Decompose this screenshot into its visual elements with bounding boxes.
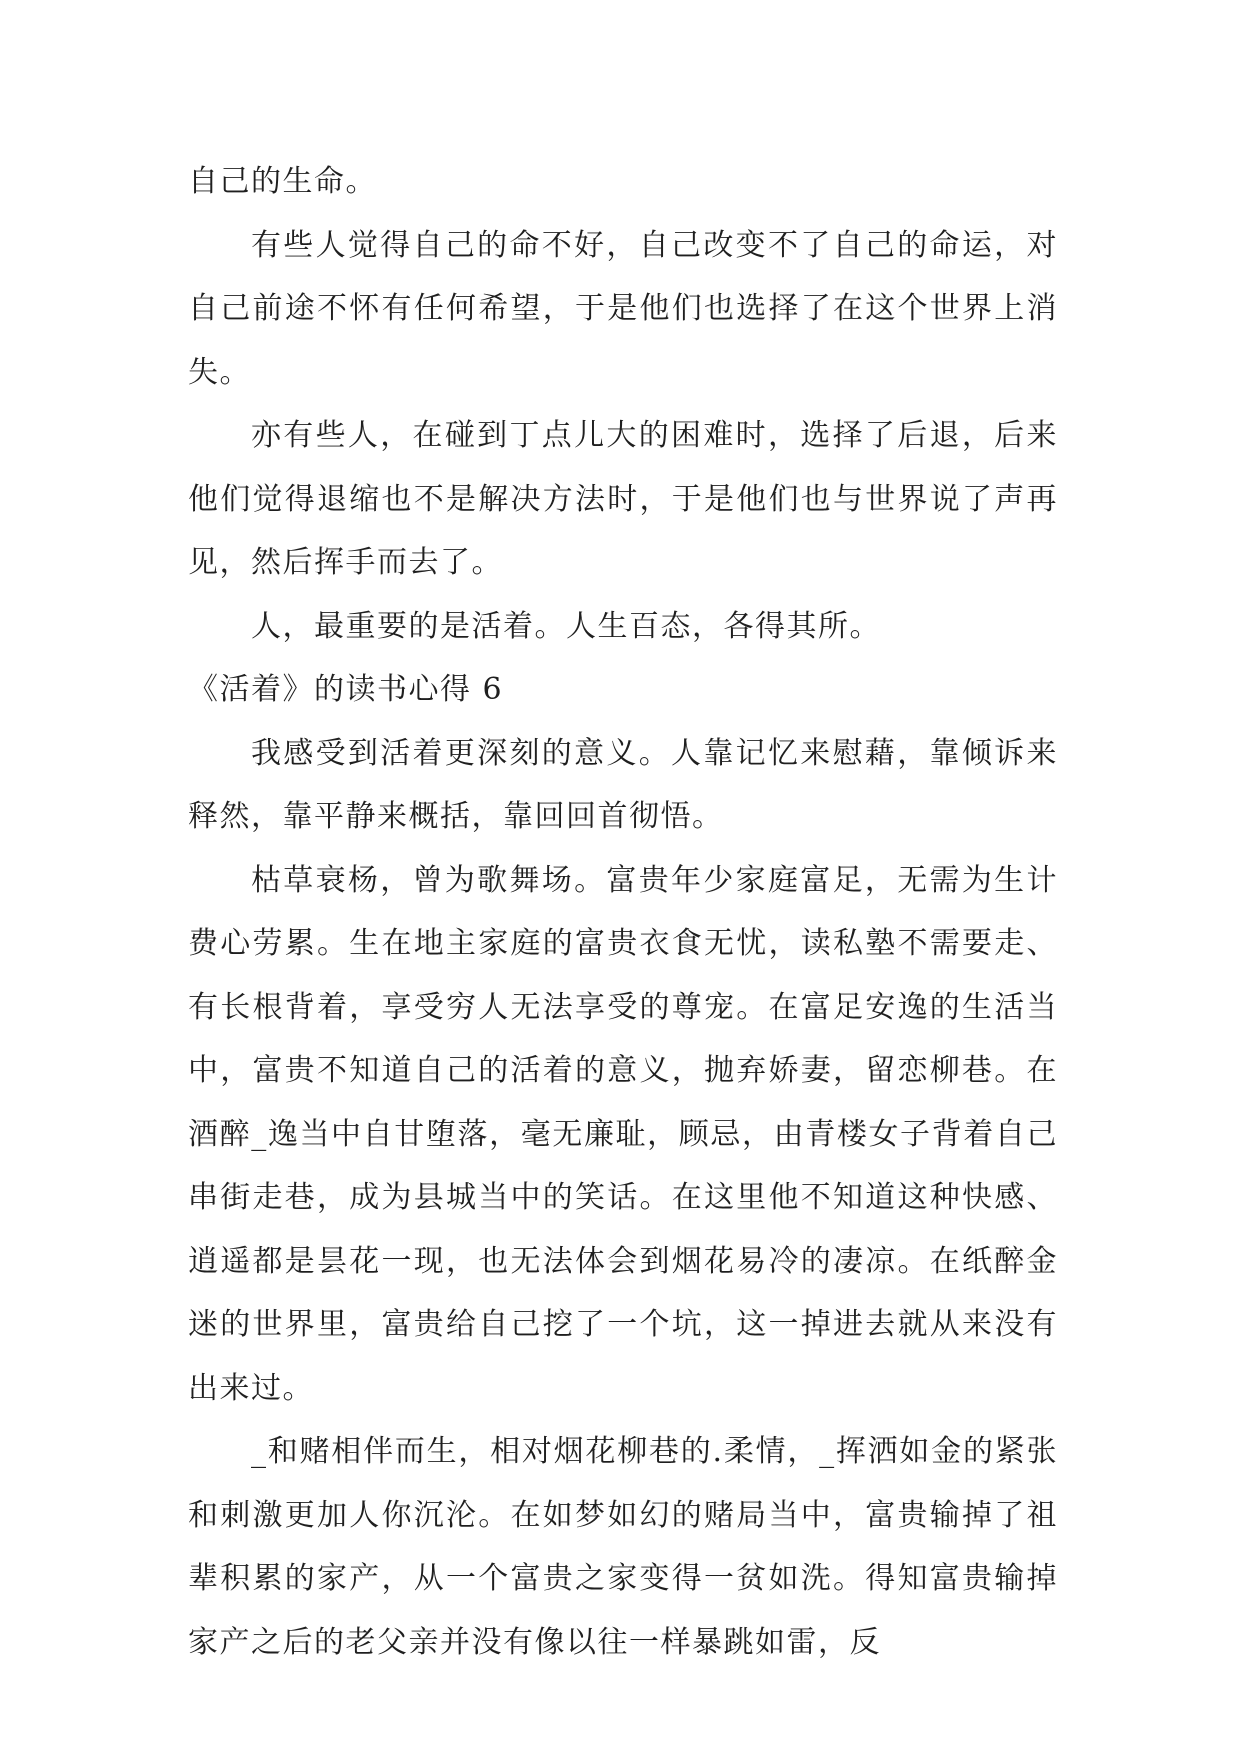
paragraph: 亦有些人，在碰到丁点儿大的困难时，选择了后退，后来他们觉得退缩也不是解决方法时，于是他们也与世界说了声再见，然后挥手而去了。 [188, 418, 1058, 580]
paragraph: _和赌相伴而生，相对烟花柳巷的.柔情，_挥洒如金的紧张和刺激更加人你沉沦。在如梦如幻的赌局当中，富贵输掉了祖辈积累的家产，从一个富贵之家变得一贫如洗。得知富贵输掉家产之后的老父亲并没有像以往一样暴跳如雷，反 [188, 1434, 1058, 1660]
section-heading: 《活着》的读书心得 6 [188, 672, 504, 707]
document-body [188, 150, 1058, 1674]
paragraph: 有些人觉得自己的命不好，自己改变不了自己的命运，对自己前途不怀有任何希望，于是他们也选择了在这个世界上消失。 [188, 227, 1058, 390]
paragraph: 枯草衰杨，曾为歌舞场。富贵年少家庭富足，无需为生计费心劳累。生在地主家庭的富贵衣食无忧，读私塾不需要走、有长根背着，享受穷人无法享受的尊宠。在富足安逸的生活当中，富贵不知道自己的活着的意义，抛弃娇妻，留恋柳巷。在酒醉_逸当中自甘堕落，毫无廉耻，顾忌，由青楼女子背着自己串街走巷，成为县城当中的笑话。在这里他不知道这种快感、逍遥都是昙花一现，也无法体会到烟花易冷的凄凉。在纸醉金迷的世界里，富贵给自己挖了一个坑，这一掉进去就从来没有出来过。 [188, 862, 1058, 1406]
paragraph-continuation: 自己的生命。 [188, 164, 377, 199]
paragraph: 人，最重要的是活着。人生百态，各得其所。 [251, 608, 881, 644]
paragraph: 我感受到活着更深刻的意义。人靠记忆来慰藉，靠倾诉来释然，靠平静来概括，靠回回首彻悟。 [188, 735, 1058, 834]
